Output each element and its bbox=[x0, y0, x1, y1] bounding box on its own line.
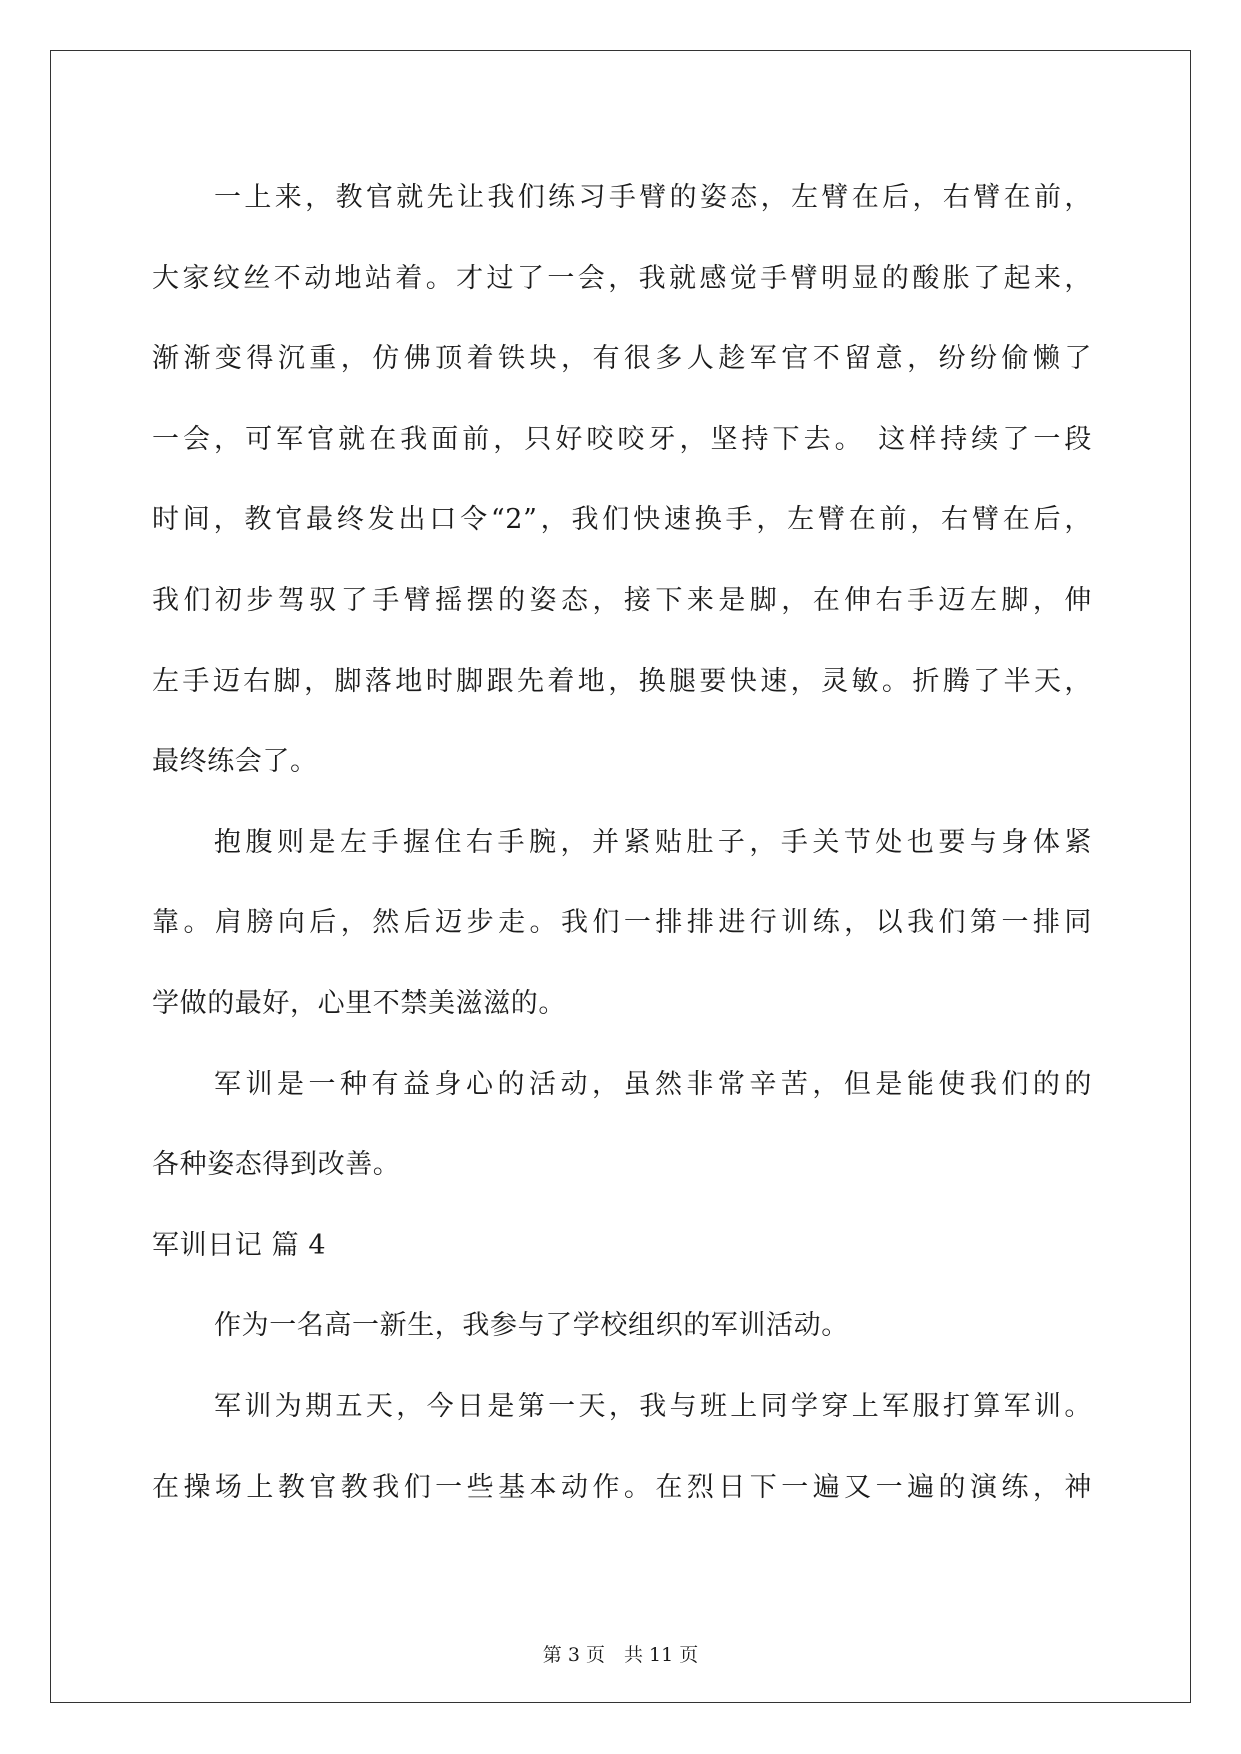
text-line: 靠。肩膀向后，然后迈步走。我们一排排进行训练，以我们第一排同 bbox=[152, 907, 1092, 939]
paragraph-5 bbox=[152, 1367, 1092, 1528]
text-line: 渐渐变得沉重，仿佛顶着铁块，有很多人趁军官不留意，纷纷偷懒了 bbox=[152, 343, 1092, 375]
text-line: 一上来，教官就先让我们练习手臂的姿态，左臂在后，右臂在前， bbox=[214, 182, 1092, 213]
text-line: 抱腹则是左手握住右手腕，并紧贴肚子，手关节处也要与身体紧 bbox=[214, 826, 1092, 858]
section-heading bbox=[152, 1206, 1092, 1287]
text-line: 军训为期五天，今日是第一天，我与班上同学穿上军服打算军训。 bbox=[214, 1390, 1092, 1422]
paragraph-3 bbox=[152, 1045, 1092, 1206]
text-line: 大家纹丝不动地站着。才过了一会，我就感觉手臂明显的酸胀了起来， bbox=[152, 262, 1092, 294]
text-line: 左手迈右脚，脚落地时脚跟先着地，换腿要快速，灵敏。折腾了半天， bbox=[152, 665, 1092, 697]
paragraph-1 bbox=[152, 158, 1092, 803]
document-body bbox=[152, 158, 1092, 1528]
text-line: 最终练会了。 bbox=[152, 746, 318, 778]
text-line: 我们初步驾驭了手臂摇摆的姿态，接下来是脚，在伸右手迈左脚，伸 bbox=[152, 584, 1092, 616]
heading-text: 军训日记 篇 4 bbox=[152, 1229, 327, 1261]
text-line: 一会，可军官就在我面前，只好咬咬牙，坚持下去。 这样持续了一段 bbox=[152, 423, 1092, 455]
text-line: 各种姿态得到改善。 bbox=[152, 1149, 401, 1181]
paragraph-2 bbox=[152, 803, 1092, 1045]
page-number-footer: 第 3 页 共 11 页 bbox=[542, 1644, 699, 1666]
text-line: 时间，教官最终发出口令“2”，我们快速换手，左臂在前，右臂在后， bbox=[152, 504, 1092, 536]
text-line: 学做的最好，心里不禁美滋滋的。 bbox=[152, 987, 566, 1019]
paragraph-4 bbox=[152, 1286, 1092, 1367]
text-line: 作为一名高一新生，我参与了学校组织的军训活动。 bbox=[214, 1310, 849, 1342]
text-line: 军训是一种有益身心的活动，虽然非常辛苦，但是能使我们的的 bbox=[214, 1068, 1092, 1100]
text-line: 在操场上教官教我们一些基本动作。在烈日下一遍又一遍的演练，神 bbox=[152, 1471, 1092, 1503]
